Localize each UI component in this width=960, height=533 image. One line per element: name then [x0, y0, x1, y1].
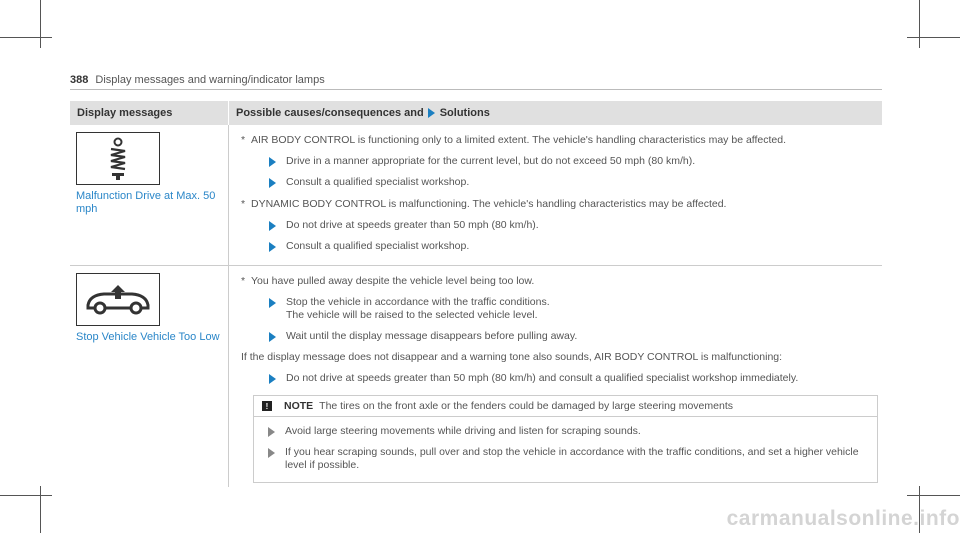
note-header	[254, 396, 877, 417]
step-arrow-icon	[268, 427, 275, 437]
note-text: The tires on the front axle or the fenders could be damaged by large steering movements	[319, 400, 733, 412]
crop-mark	[907, 37, 960, 38]
solution-step: Do not drive at speeds greater than 50 mph (80 km/h) and consult a qualified specialist workshop immediately.	[269, 372, 882, 385]
note-step: Avoid large steering movements while driving and listen for scraping sounds.	[268, 425, 877, 438]
solution-step: Wait until the display message disappears before pulling away.	[269, 330, 882, 343]
step-arrow-icon	[269, 221, 276, 231]
step-arrow-icon	[268, 448, 275, 458]
watermark: carmanualsonline.info	[726, 507, 960, 530]
step-arrow-icon	[269, 178, 276, 188]
solution-step: Drive in a manner appropriate for the current level, but do not exceed 50 mph (80 km/h).	[269, 155, 882, 168]
crop-mark	[0, 495, 52, 496]
solution-arrow-icon	[428, 108, 435, 118]
solution-step: Consult a qualified specialist workshop.	[269, 240, 882, 253]
step-arrow-icon	[269, 332, 276, 342]
step-arrow-icon	[269, 157, 276, 167]
message-cell	[70, 266, 229, 487]
crop-mark	[907, 495, 960, 496]
step-arrow-icon	[269, 374, 276, 384]
note-step: If you hear scraping sounds, pull over and stop the vehicle in accordance with the traffic conditions, and set a higher vehicle level if possible.	[268, 446, 877, 472]
display-messages-table	[70, 101, 882, 487]
message-cell	[70, 125, 229, 265]
page-header	[70, 74, 325, 86]
col-header-messages: Display messages	[70, 101, 229, 125]
causes-cell	[229, 125, 882, 265]
table-row	[70, 125, 882, 266]
suspension-spring-icon	[76, 132, 160, 185]
step-arrow-icon	[269, 242, 276, 252]
header-divider	[70, 89, 882, 90]
cause-text: * AIR BODY CONTROL is functioning only to a limited extent. The vehicle's handling characteristics may be affected.	[241, 134, 787, 146]
crop-mark	[919, 0, 920, 48]
step-arrow-icon	[269, 298, 276, 308]
display-message: Stop Vehicle Vehicle Too Low	[76, 331, 220, 343]
cause-text: * You have pulled away despite the vehicle level being too low.	[241, 275, 535, 287]
section-title: Display messages and warning/indicator lamps	[95, 74, 325, 86]
cause-text: * DYNAMIC BODY CONTROL is malfunctioning. The vehicle's handling characteristics may be affected.	[241, 198, 727, 210]
malfunction-text: If the display message does not disappear and a warning tone also sounds, AIR BODY CONTROL is malfunctioning:	[241, 351, 783, 363]
display-message: Malfunction Drive at Max. 50 mph	[76, 190, 216, 215]
note-box	[253, 395, 878, 483]
col-header-causes: Possible causes/consequences and Solutions	[236, 107, 490, 119]
crop-mark	[0, 37, 52, 38]
page-number: 388	[70, 74, 89, 86]
warning-icon: !	[262, 401, 272, 411]
note-body	[254, 425, 877, 482]
solution-step: Consult a qualified specialist workshop.	[269, 176, 882, 189]
causes-cell	[229, 266, 882, 487]
table-row	[70, 266, 882, 487]
crop-mark	[40, 0, 41, 48]
table-header	[70, 101, 882, 125]
solution-step: Stop the vehicle in accordance with the traffic conditions. The vehicle will be raised to the selected vehicle level.	[269, 296, 882, 322]
crop-mark	[40, 486, 41, 533]
vehicle-level-up-icon	[76, 273, 160, 326]
note-label: NOTE	[284, 400, 314, 412]
solution-step: Do not drive at speeds greater than 50 mph (80 km/h).	[269, 219, 882, 232]
